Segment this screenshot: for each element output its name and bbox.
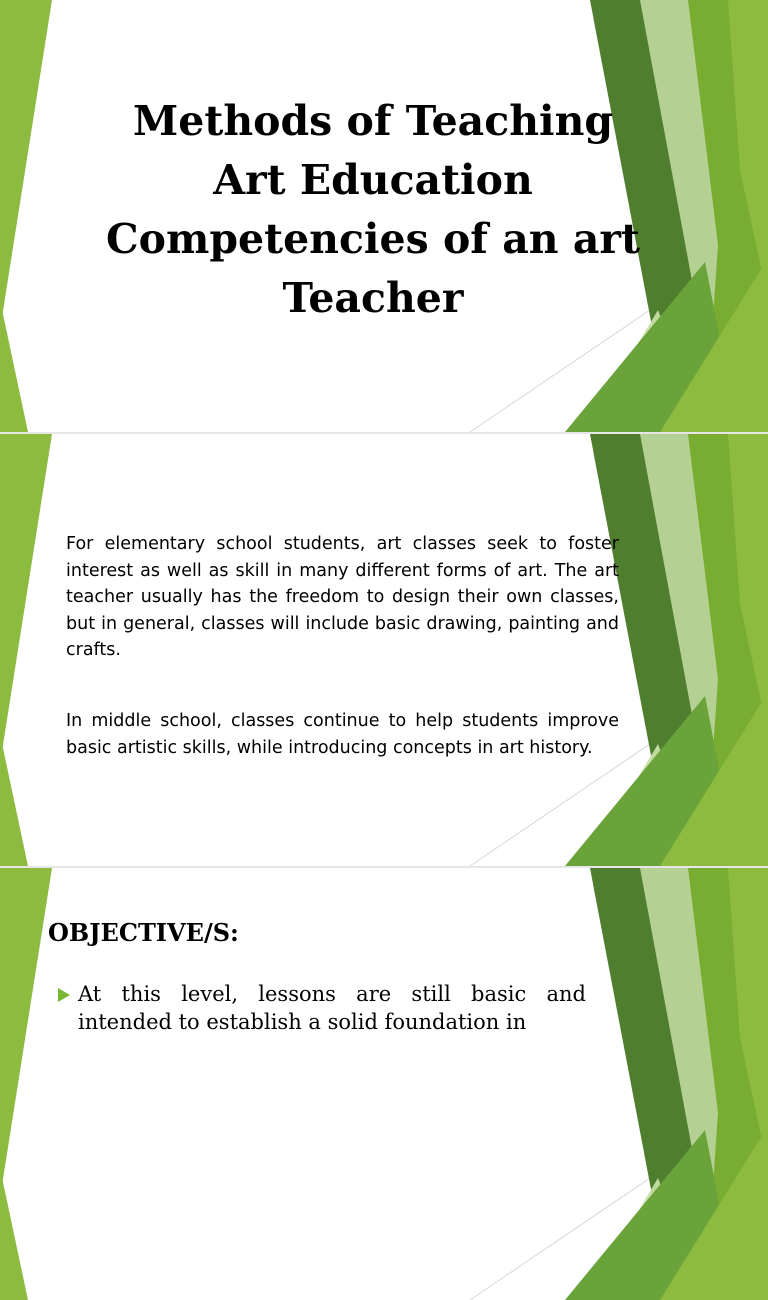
- title-line: Teacher: [282, 274, 464, 322]
- paragraph-elementary: For elementary school students, art classes seek to foster interest as well as skill in many different forms of art. The art teacher usually has the freedom to design their own classes, but in general, classes will include basic drawing, painting and crafts.: [66, 534, 619, 661]
- bullet-text: At this level, lessons are still basic and intended to establish a solid foundation in: [78, 982, 586, 1034]
- slide-1: [0, 0, 768, 432]
- slide-2: [0, 434, 768, 866]
- slide-title: [90, 92, 656, 328]
- paragraph-middle-school: In middle school, classes continue to help students improve basic artistic skills, while introducing concepts in art history.: [66, 711, 619, 758]
- list-item: [58, 980, 586, 1036]
- title-line: Competencies of an art: [106, 215, 640, 263]
- objectives-heading: OBJECTIVE/S:: [48, 918, 239, 947]
- title-line: Art Education: [213, 156, 533, 204]
- title-line: Methods of Teaching: [132, 97, 614, 145]
- slide-3: [0, 868, 768, 1300]
- triangle-bullet-icon: [58, 988, 70, 1002]
